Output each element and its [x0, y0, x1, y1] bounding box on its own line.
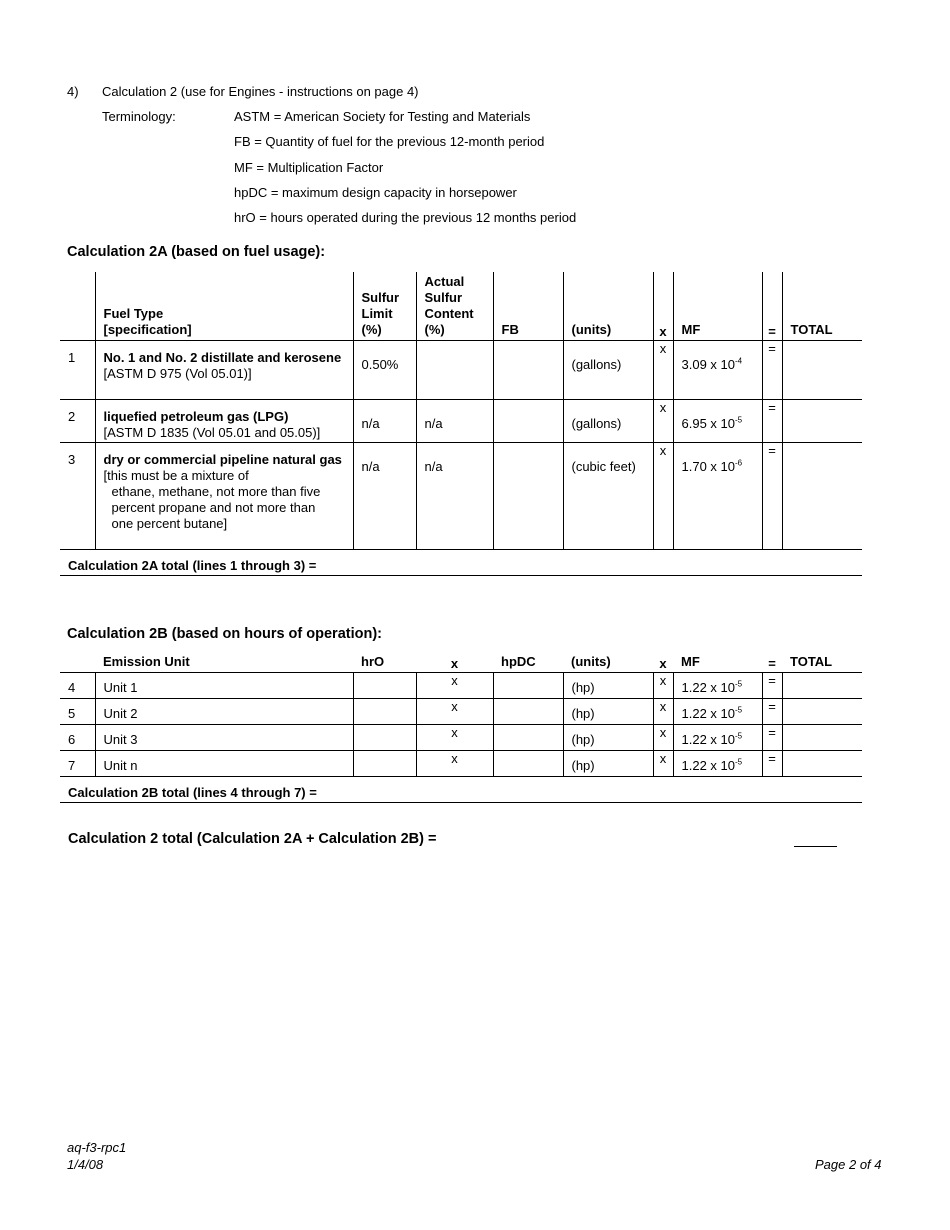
equals-sign: =	[762, 724, 782, 750]
table-row	[60, 672, 862, 698]
calc2a-heading: Calculation 2A (based on fuel usage):	[67, 244, 326, 260]
section-title: Calculation 2 (use for Engines - instructions on page 4)	[102, 84, 419, 99]
row-number: 1	[60, 340, 95, 399]
header-mf: MF	[673, 652, 762, 672]
row-number: 2	[60, 399, 95, 442]
total-input[interactable]	[782, 340, 862, 399]
table-row	[60, 442, 862, 549]
calc2b-table	[60, 652, 862, 777]
multiply-sign: x	[416, 672, 493, 698]
units-cell: (gallons)	[563, 399, 653, 442]
fuel-type-cell: No. 1 and No. 2 distillate and kerosene [ASTM D 975 (Vol 05.01)]	[95, 340, 353, 399]
emission-unit-cell: Unit n	[95, 750, 353, 776]
fuel-type-cell: dry or commercial pipeline natural gas [this must be a mixture of ethane, methane, not more than five percent propane and not more than one percent butane]	[95, 442, 353, 549]
header-x2: x	[653, 652, 673, 672]
footer-date: 1/4/08	[67, 1157, 104, 1172]
mf-cell: 6.95 x $10^{-5}$	[673, 399, 762, 442]
fb-input[interactable]	[493, 399, 563, 442]
mf-cell: 3.09 x $10^{-4}$	[673, 340, 762, 399]
sulfur-limit-cell: n/a	[353, 442, 416, 549]
header-num	[60, 652, 95, 672]
row-number: 5	[60, 698, 95, 724]
total-input[interactable]	[782, 750, 862, 776]
total-input[interactable]	[782, 672, 862, 698]
calc2a-table	[60, 272, 862, 550]
row-number: 3	[60, 442, 95, 549]
mf-cell: 1.70 x $10^{-6}$	[673, 442, 762, 549]
mf-cell: 1.22 x $10^{-5}$	[673, 750, 762, 776]
multiply-sign: x	[653, 442, 673, 549]
units-cell: (hp)	[563, 672, 653, 698]
hpdc-input[interactable]	[493, 672, 563, 698]
term-hro: hrO = hours operated during the previous 12 months period	[234, 210, 577, 225]
header-eq: =	[762, 652, 782, 672]
grand-total-input[interactable]	[794, 846, 837, 847]
calc2b-heading: Calculation 2B (based on hours of operation):	[67, 626, 382, 642]
fb-input[interactable]	[493, 442, 563, 549]
multiply-sign: x	[416, 724, 493, 750]
header-sulfur-limit: Sulfur Limit (%)	[353, 272, 416, 340]
multiply-sign: x	[653, 724, 673, 750]
header-total: TOTAL	[782, 272, 862, 340]
mf-cell: 1.22 x $10^{-5}$	[673, 724, 762, 750]
units-cell: (hp)	[563, 698, 653, 724]
header-total: TOTAL	[782, 652, 862, 672]
term-mf: MF = Multiplication Factor	[234, 160, 384, 175]
footer-form-id: aq-f3-rpc1	[67, 1140, 127, 1155]
multiply-sign: x	[653, 750, 673, 776]
header-hro: hrO	[353, 652, 416, 672]
row-number: 7	[60, 750, 95, 776]
table-row	[60, 724, 862, 750]
header-x: x	[653, 272, 673, 340]
units-cell: (hp)	[563, 750, 653, 776]
multiply-sign: x	[653, 698, 673, 724]
terminology-label: Terminology:	[102, 109, 176, 124]
section-number: 4)	[67, 84, 79, 99]
total-input[interactable]	[782, 724, 862, 750]
header-emission-unit: Emission Unit	[95, 652, 353, 672]
calc2a-total-line: Calculation 2A total (lines 1 through 3) =	[60, 558, 862, 576]
header-units: (units)	[563, 272, 653, 340]
header-x1: x	[416, 652, 493, 672]
actual-sulfur-cell: n/a	[416, 442, 493, 549]
header-num	[60, 272, 95, 340]
mf-cell: 1.22 x $10^{-5}$	[673, 672, 762, 698]
row-number: 4	[60, 672, 95, 698]
multiply-sign: x	[416, 750, 493, 776]
fuel-type-cell: liquefied petroleum gas (LPG) [ASTM D 1835 (Vol 05.01 and 05.05)]	[95, 399, 353, 442]
multiply-sign: x	[653, 399, 673, 442]
multiply-sign: x	[653, 340, 673, 399]
multiply-sign: x	[416, 698, 493, 724]
header-hpdc: hpDC	[493, 652, 563, 672]
units-cell: (gallons)	[563, 340, 653, 399]
header-eq: =	[762, 272, 782, 340]
calc2b-header-row	[60, 652, 862, 672]
hro-input[interactable]	[353, 698, 416, 724]
sulfur-limit-cell: n/a	[353, 399, 416, 442]
hpdc-input[interactable]	[493, 698, 563, 724]
calc2a-header-row	[60, 272, 862, 340]
term-fb: FB = Quantity of fuel for the previous 12-month period	[234, 134, 545, 149]
footer-page-number: Page 2 of 4	[815, 1157, 882, 1172]
table-row	[60, 750, 862, 776]
header-fb: FB	[493, 272, 563, 340]
units-cell: (hp)	[563, 724, 653, 750]
header-fuel-type: Fuel Type [specification]	[95, 272, 353, 340]
multiply-sign: x	[653, 672, 673, 698]
hro-input[interactable]	[353, 724, 416, 750]
equals-sign: =	[762, 750, 782, 776]
equals-sign: =	[762, 340, 782, 399]
hpdc-input[interactable]	[493, 750, 563, 776]
hpdc-input[interactable]	[493, 724, 563, 750]
calc2-grand-total-label: Calculation 2 total (Calculation 2A + Calculation 2B) =	[68, 831, 437, 847]
equals-sign: =	[762, 442, 782, 549]
total-input[interactable]	[782, 399, 862, 442]
term-astm: ASTM = American Society for Testing and Materials	[234, 109, 531, 124]
table-row	[60, 698, 862, 724]
table-row	[60, 340, 862, 399]
emission-unit-cell: Unit 3	[95, 724, 353, 750]
equals-sign: =	[762, 672, 782, 698]
term-hpdc: hpDC = maximum design capacity in horsepower	[234, 185, 517, 200]
actual-sulfur-input[interactable]	[416, 340, 493, 399]
equals-sign: =	[762, 698, 782, 724]
hro-input[interactable]	[353, 672, 416, 698]
emission-unit-cell: Unit 2	[95, 698, 353, 724]
total-input[interactable]	[782, 698, 862, 724]
emission-unit-cell: Unit 1	[95, 672, 353, 698]
header-units: (units)	[563, 652, 653, 672]
total-input[interactable]	[782, 442, 862, 549]
hro-input[interactable]	[353, 750, 416, 776]
units-cell: (cubic feet)	[563, 442, 653, 549]
row-number: 6	[60, 724, 95, 750]
table-row	[60, 399, 862, 442]
calc2b-total-line: Calculation 2B total (lines 4 through 7) =	[60, 785, 862, 803]
fb-input[interactable]	[493, 340, 563, 399]
equals-sign: =	[762, 399, 782, 442]
mf-cell: 1.22 x $10^{-5}$	[673, 698, 762, 724]
header-mf: MF	[673, 272, 762, 340]
sulfur-limit-cell: 0.50%	[353, 340, 416, 399]
actual-sulfur-cell: n/a	[416, 399, 493, 442]
header-actual-sulfur: Actual Sulfur Content (%)	[416, 272, 493, 340]
